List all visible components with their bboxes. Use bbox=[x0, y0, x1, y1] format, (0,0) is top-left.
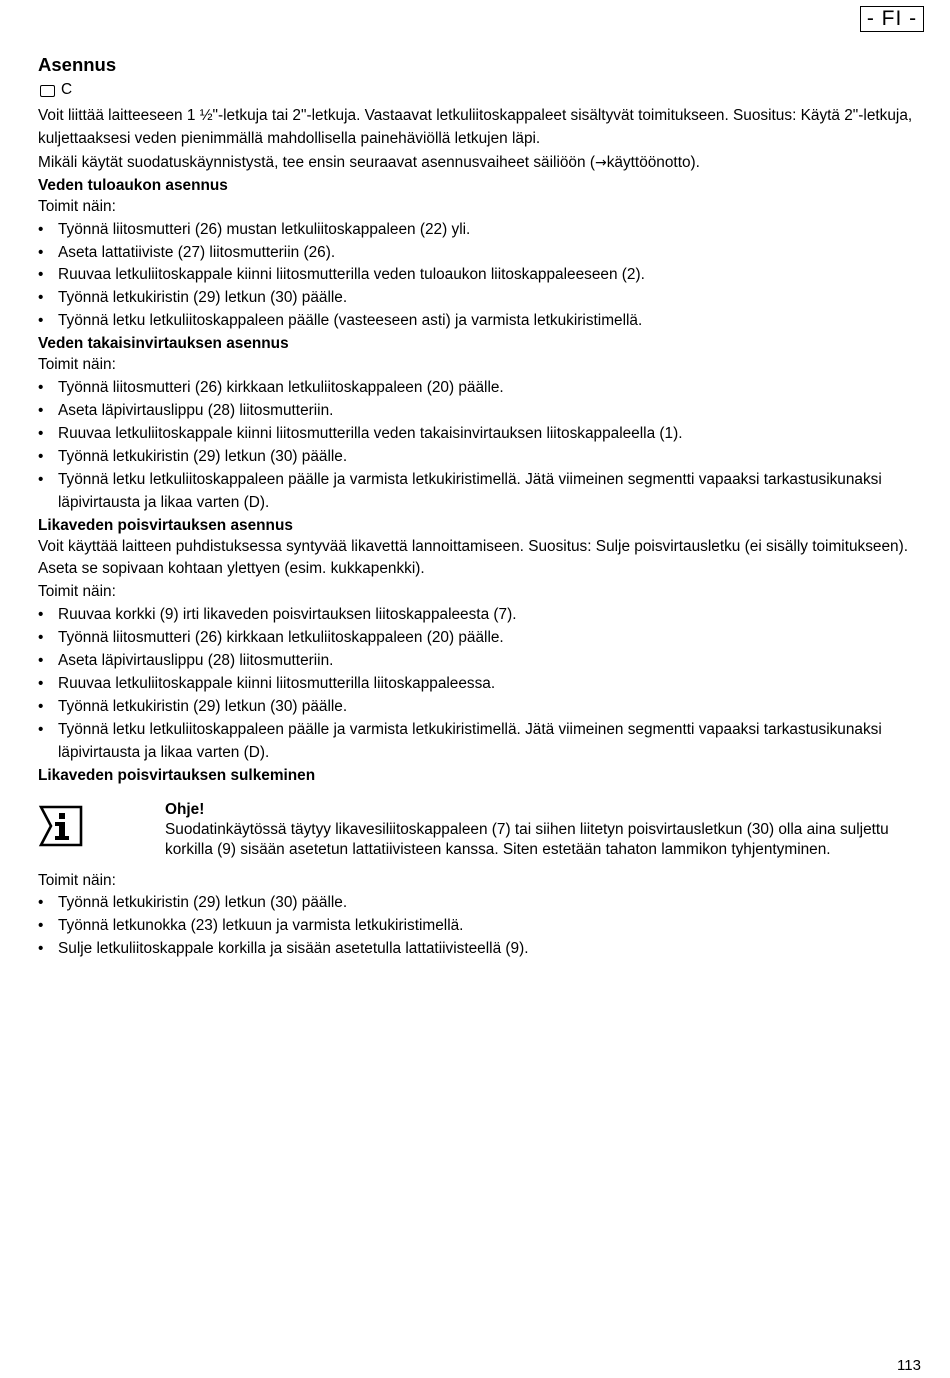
list-item bbox=[38, 400, 926, 423]
list-item bbox=[38, 719, 926, 765]
instruction-lead: Toimit näin: bbox=[38, 197, 116, 215]
bullet-icon: • bbox=[38, 401, 44, 419]
list-item bbox=[38, 696, 926, 719]
bullet-icon: • bbox=[38, 470, 44, 488]
figure-label: C bbox=[61, 81, 73, 99]
bullet-icon: • bbox=[38, 720, 44, 738]
list-item-text: Työnnä letkukiristin (29) letkun (30) päälle. bbox=[58, 447, 348, 465]
list-item-text: Ruuvaa letkuliitoskappale kiinni liitosmutterilla veden takaisinvirtauksen liitoskappaleella (1). bbox=[58, 424, 683, 442]
bullet-icon: • bbox=[38, 894, 44, 912]
list-item-text: Työnnä letkukiristin (29) letkun (30) päälle. bbox=[58, 894, 348, 912]
list-item-text: Sulje letkuliitoskappale korkilla ja sisään asetetulla lattatiivisteellä (9). bbox=[58, 940, 529, 958]
list-item-text: Työnnä liitosmutteri (26) kirkkaan letkuliitoskappaleen (20) päälle. bbox=[58, 629, 504, 647]
figure-box-icon bbox=[40, 85, 55, 97]
intro-text: Mikäli käytät suodatuskäynnistystä, tee ensin seuraavat asennusvaiheet säiliöön ( bbox=[38, 153, 595, 171]
list-item bbox=[38, 627, 926, 650]
list-item bbox=[38, 242, 926, 265]
section-heading-dirty-water-outlet: Likaveden poisvirtauksen asennus bbox=[38, 516, 293, 534]
list-item bbox=[38, 377, 926, 400]
section-heading-outlet-closing: Likaveden poisvirtauksen sulkeminen bbox=[38, 766, 316, 784]
info-icon bbox=[38, 804, 84, 848]
list-item-text: Työnnä letkukiristin (29) letkun (30) päälle. bbox=[58, 697, 348, 715]
note-text: Suodatinkäytössä täytyy likavesiliitoskappaleen (7) tai siihen liitetyn poisvirtausletkun (30) olla aina suljettu korkilla (9) sisään asetetun lattatiivisteen kanssa. Siten estetään tahaton lammikon tyhjentyminen. bbox=[165, 820, 889, 858]
list-item-text: Työnnä letku letkuliitoskappaleen päälle ja varmista letkukiristimellä. Jätä viimeinen segmentti vapaaksi tarkastusikunaksi läpivirtausta ja likaa varten (D). bbox=[58, 720, 882, 761]
list-item-text: Työnnä letkunokka (23) letkuun ja varmista letkukiristimellä. bbox=[58, 917, 464, 935]
intro-paragraph-startup bbox=[38, 152, 926, 175]
section-heading-water-return: Veden takaisinvirtauksen asennus bbox=[38, 335, 289, 353]
language-tag: - FI - bbox=[860, 6, 924, 32]
list-item bbox=[38, 219, 926, 242]
arrow-right-icon: → bbox=[594, 154, 607, 171]
cross-reference-text: käyttöönotto). bbox=[606, 153, 700, 171]
bullet-icon: • bbox=[38, 312, 44, 330]
list-item-text: Aseta läpivirtauslippu (28) liitosmutteriin. bbox=[58, 652, 334, 670]
bullet-icon: • bbox=[38, 424, 44, 442]
instruction-lead: Toimit näin: bbox=[38, 871, 116, 889]
list-item-text: Työnnä letku letkuliitoskappaleen päälle ja varmista letkukiristimellä. Jätä viimeinen segmentti vapaaksi tarkastusikunaksi läpivirtausta ja likaa varten (D). bbox=[58, 470, 882, 511]
list-item-text: Ruuvaa letkuliitoskappale kiinni liitosmutterilla veden tuloaukon liitoskappaleeseen (2). bbox=[58, 266, 645, 284]
bullet-icon: • bbox=[38, 652, 44, 670]
list-item-text: Työnnä liitosmutteri (26) kirkkaan letkuliitoskappaleen (20) päälle. bbox=[58, 379, 504, 397]
list-item bbox=[38, 446, 926, 469]
bullet-icon: • bbox=[38, 243, 44, 261]
list-item bbox=[38, 264, 926, 287]
list-item bbox=[38, 915, 926, 938]
instruction-list-return bbox=[38, 377, 926, 514]
bullet-icon: • bbox=[38, 697, 44, 715]
list-item bbox=[38, 469, 926, 515]
figure-reference bbox=[38, 79, 926, 102]
bullet-icon: • bbox=[38, 940, 44, 958]
list-item bbox=[38, 423, 926, 446]
bullet-icon: • bbox=[38, 379, 44, 397]
instruction-list-inlet bbox=[38, 219, 926, 334]
list-item bbox=[38, 673, 926, 696]
section-intro: Voit käyttää laitteen puhdistuksessa syntyvää likavettä lannoittamiseen. Suositus: Sulje poisvirtausletku (ei sisälly toimitukseen). Aseta se sopivaan kohtaan ylettyen (esim. kukkapenkki). bbox=[38, 537, 909, 578]
list-item-text: Aseta lattatiiviste (27) liitosmutteriin (26). bbox=[58, 243, 336, 261]
bullet-icon: • bbox=[38, 266, 44, 284]
bullet-icon: • bbox=[38, 629, 44, 647]
intro-paragraph: Voit liittää laitteeseen 1 ½"-letkuja tai 2"-letkuja. Vastaavat letkuliitoskappaleet sisältyvät toimitukseen. Suositus: Käytä 2"-letkuja, kuljettaaksesi veden pienimmällä mahdollisella painehäviöllä letkujen läpi. bbox=[38, 107, 913, 147]
instruction-list-closing bbox=[38, 892, 926, 961]
page-title: Asennus bbox=[38, 54, 117, 75]
list-item bbox=[38, 310, 926, 333]
page-number: 113 bbox=[897, 1357, 921, 1374]
list-item-text: Ruuvaa korkki (9) irti likaveden poisvirtauksen liitoskappaleesta (7). bbox=[58, 606, 517, 624]
bullet-icon: • bbox=[38, 917, 44, 935]
list-item-text: Ruuvaa letkuliitoskappale kiinni liitosmutterilla liitoskappaleessa. bbox=[58, 674, 496, 692]
bullet-icon: • bbox=[38, 220, 44, 238]
instruction-list-outlet bbox=[38, 604, 926, 764]
instruction-lead: Toimit näin: bbox=[38, 583, 116, 601]
bullet-icon: • bbox=[38, 289, 44, 307]
bullet-icon: • bbox=[38, 606, 44, 624]
list-item-text: Työnnä letkukiristin (29) letkun (30) päälle. bbox=[58, 289, 348, 307]
list-item-text: Aseta läpivirtauslippu (28) liitosmutteriin. bbox=[58, 401, 334, 419]
list-item bbox=[38, 892, 926, 915]
list-item bbox=[38, 604, 926, 627]
list-item bbox=[38, 287, 926, 310]
list-item-text: Työnnä liitosmutteri (26) mustan letkuliitoskappaleen (22) yli. bbox=[58, 220, 471, 238]
instruction-lead: Toimit näin: bbox=[38, 356, 116, 374]
list-item-text: Työnnä letku letkuliitoskappaleen päälle (vasteeseen asti) ja varmista letkukiristimellä. bbox=[58, 312, 643, 330]
bullet-icon: • bbox=[38, 674, 44, 692]
section-heading-water-inlet: Veden tuloaukon asennus bbox=[38, 176, 228, 194]
page-content bbox=[38, 54, 926, 961]
list-item bbox=[38, 650, 926, 673]
list-item bbox=[38, 938, 926, 961]
note-title: Ohje! bbox=[165, 800, 205, 818]
bullet-icon: • bbox=[38, 447, 44, 465]
note-box bbox=[38, 799, 926, 860]
